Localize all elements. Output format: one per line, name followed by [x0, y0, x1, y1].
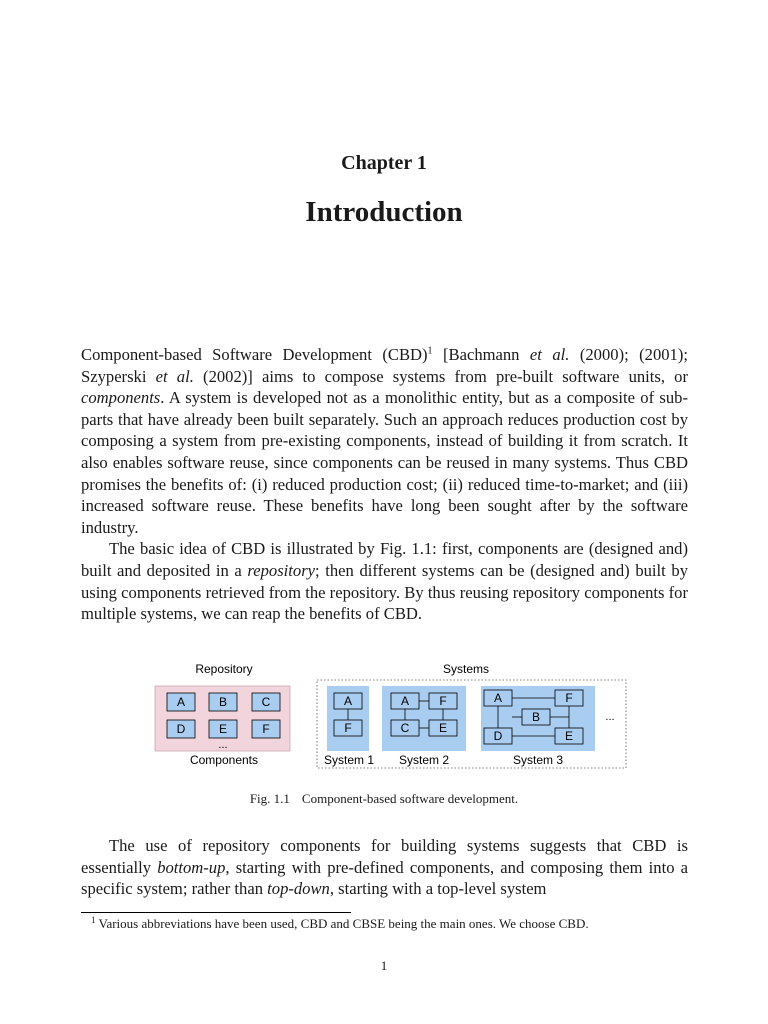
system-1-label: System 1: [323, 753, 375, 767]
p3-text-1: The use of repository components for building systems suggests that CBD is essentially: [81, 836, 688, 877]
system-3-component-b-label: B: [531, 710, 541, 724]
p3-bottom-up-emphasis: bottom-up: [157, 857, 226, 877]
p1-text-5: . A system is developed not as a monolithic entity, but as a composite of sub-parts that have already been built separately. Such an approach reduces production cost by composing a system from pre-existing components, instead of building it from scratch. It also enables software reuse, since components can be reused in many systems. Thus CBD promises the benefits of: (i) reduced production cost; (ii) reduced time-to-market; and (iii) increased software reuse. These benefits have long been sought after by the software industry.: [81, 388, 688, 537]
repo-component-b-label: B: [218, 695, 228, 709]
system-3-component-e-label: E: [564, 729, 574, 743]
system-3-component-d-label: D: [493, 729, 503, 743]
system-2-component-a-label: A: [400, 694, 410, 708]
p2-text-1: The basic idea of CBD is illustrated by Fig. 1.1: first, components are (designed and) built and deposited in a: [81, 539, 688, 580]
figure-cbd-diagram: [150, 656, 630, 776]
p1-text-2: [Bachmann: [432, 345, 530, 364]
footnote-text: Various abbreviations have been used, CBD and CBSE being the main ones. We choose CBD.: [98, 916, 589, 931]
system-2-component-f-label: F: [439, 694, 447, 708]
system-1-component-f-label: F: [344, 721, 352, 735]
paragraph-2: [81, 538, 688, 624]
p2-repository-emphasis: repository: [247, 560, 316, 580]
page-number: 1: [380, 958, 388, 973]
p3-text-3: , starting with a top-level system: [329, 879, 547, 899]
repo-ellipsis: ...: [218, 739, 228, 751]
chapter-label: Chapter 1: [341, 152, 427, 174]
system-1-component-a-label: A: [343, 694, 353, 708]
system-3-label: System 3: [512, 753, 564, 767]
caption-number: Fig. 1.1: [249, 791, 290, 806]
figure-caption: [0, 791, 768, 807]
p2-text-2: ; then different systems can be (designed and) built by using components retrieved from the repository. By thus reusing repository components for multiple systems, we can reap the benefits of CBD.: [81, 560, 688, 624]
systems-ellipsis: ...: [605, 711, 615, 723]
body-paragraph-3: [81, 835, 688, 900]
paragraph-3: [81, 835, 688, 900]
footnote-marker: 1: [427, 345, 433, 357]
components-label: Components: [189, 753, 259, 767]
p3-text-2: , starting with pre-defined components, and composing them into a specific system; rather than: [81, 857, 688, 899]
p1-text-3: (2000); (2001); Szyperski: [81, 345, 688, 386]
repository-heading: Repository: [195, 662, 253, 676]
p1-text-1: Component-based Software Development (CBD): [81, 345, 428, 364]
repo-component-a-label: A: [176, 695, 186, 709]
footnote-rule: [81, 912, 351, 913]
system-3-component-a-label: A: [493, 691, 503, 705]
chapter-title: Introduction: [305, 196, 463, 228]
systems-heading: Systems: [442, 662, 490, 676]
system-3-component-f-label: F: [565, 691, 573, 705]
footnote-mark: 1: [91, 914, 96, 925]
cbd-diagram-svg: [150, 656, 630, 776]
repo-component-c-label: C: [261, 695, 271, 709]
system-2-component-e-label: E: [438, 721, 448, 735]
body-paragraphs: [81, 344, 688, 625]
p1-components-emphasis: components: [81, 388, 161, 408]
repo-component-d-label: D: [176, 722, 186, 736]
p1-et-al-2: et al.: [155, 366, 194, 386]
system-2-label: System 2: [398, 753, 450, 767]
paragraph-1: [81, 344, 688, 538]
repo-component-e-label: E: [218, 722, 228, 736]
repo-component-f-label: F: [262, 722, 270, 736]
p1-et-al-1: et al.: [529, 345, 570, 364]
footnote: [91, 916, 589, 932]
p3-top-down-emphasis: top-down: [267, 879, 330, 899]
caption-text: Component-based software development.: [301, 791, 519, 806]
system-2-component-c-label: C: [400, 721, 410, 735]
p1-text-4: (2002)] aims to compose systems from pre-built software units, or: [193, 366, 688, 386]
